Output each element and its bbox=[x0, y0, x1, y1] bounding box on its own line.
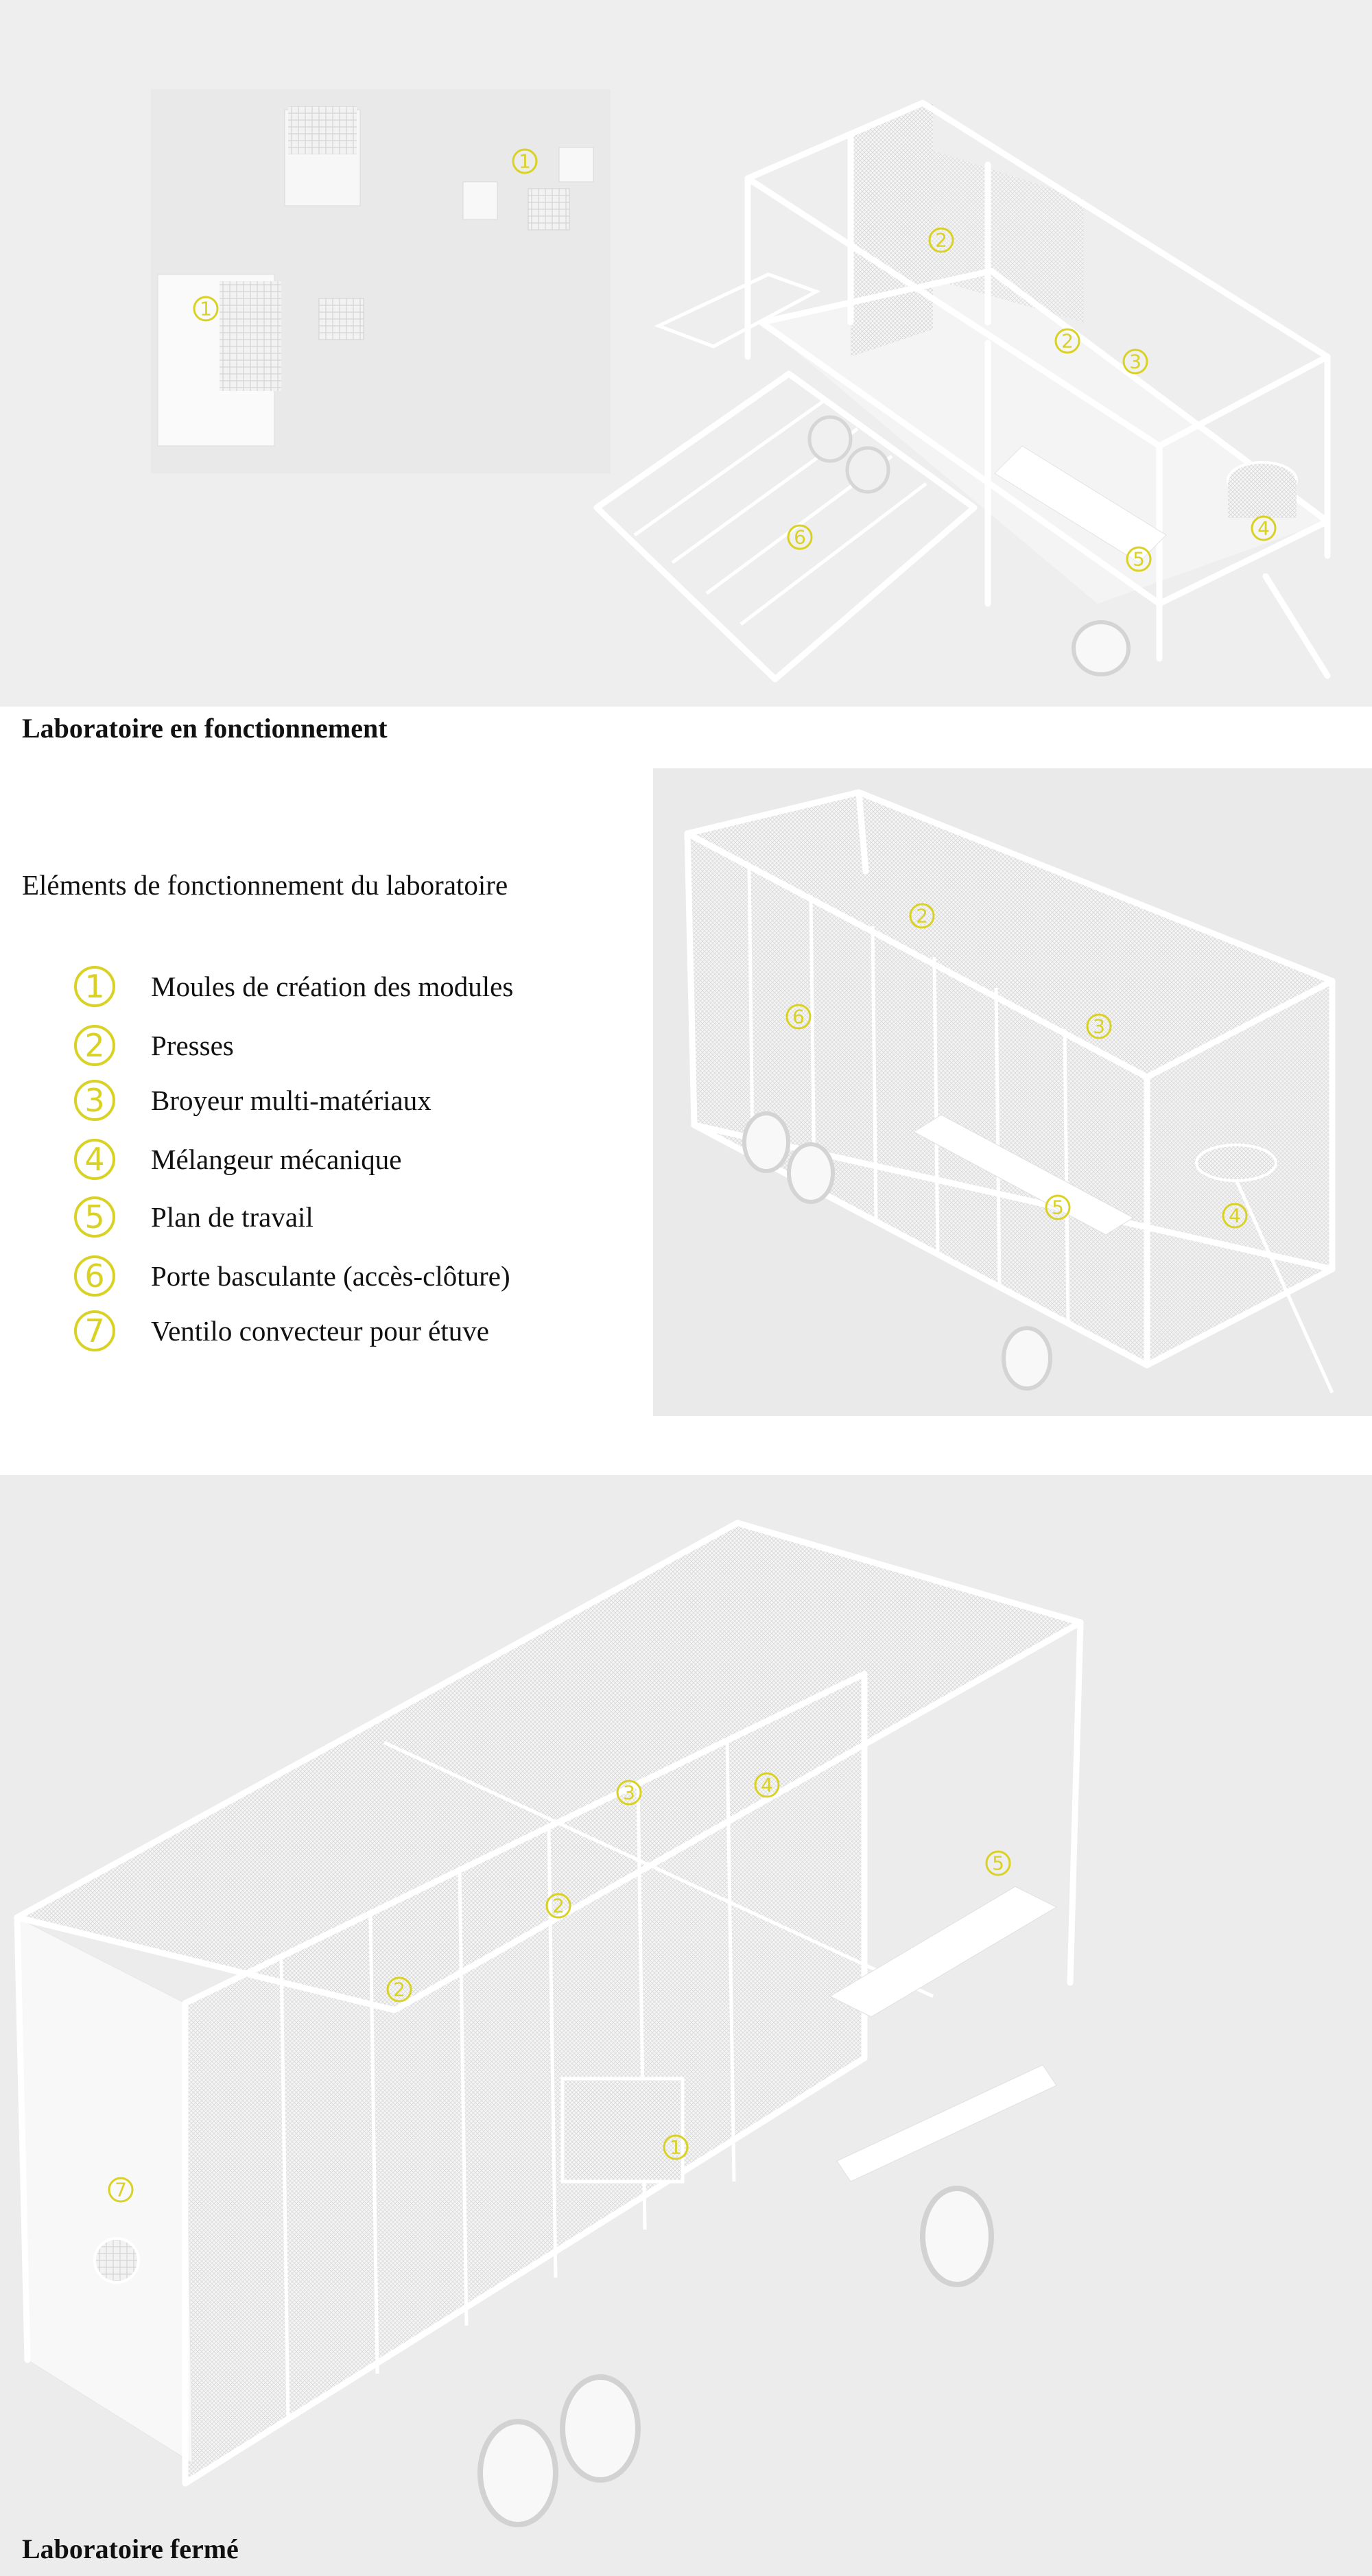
legend-item bbox=[74, 1076, 431, 1125]
trailer-closed bbox=[17, 1523, 1080, 2525]
marker-4 bbox=[1223, 1204, 1246, 1227]
marker-3 bbox=[1087, 1015, 1111, 1038]
marker-1 bbox=[513, 150, 536, 173]
legend-number: 1 bbox=[74, 966, 115, 1007]
marker-5 bbox=[1046, 1196, 1069, 1219]
legend-number: 4 bbox=[74, 1139, 115, 1180]
marker-6 bbox=[787, 1005, 810, 1028]
marker-5 bbox=[1127, 547, 1150, 571]
svg-text:5: 5 bbox=[992, 1852, 1004, 1875]
marker-1 bbox=[194, 297, 217, 320]
svg-text:1: 1 bbox=[670, 2136, 682, 2159]
legend-item bbox=[74, 1306, 489, 1356]
legend-label: Broyeur multi-matériaux bbox=[151, 1085, 431, 1116]
legend-item bbox=[74, 1135, 401, 1184]
marker-3 bbox=[1124, 350, 1147, 373]
legend-number: 5 bbox=[74, 1196, 115, 1238]
svg-text:3: 3 bbox=[1093, 1015, 1105, 1038]
render-lab-closed bbox=[0, 1475, 1372, 2576]
legend-item bbox=[74, 1021, 234, 1070]
legend-item bbox=[74, 962, 513, 1011]
legend-number: 7 bbox=[74, 1310, 115, 1351]
caption-lab-closed: Laboratoire fermé bbox=[22, 2533, 239, 2564]
svg-text:4: 4 bbox=[761, 1773, 773, 1797]
marker-2 bbox=[388, 1978, 411, 2001]
legend-number: 2 bbox=[74, 1025, 115, 1066]
legend-label: Plan de travail bbox=[151, 1201, 314, 1233]
marker-4 bbox=[755, 1773, 779, 1797]
legend-label: Porte basculante (accès-clôture) bbox=[151, 1260, 510, 1292]
legend-number: 6 bbox=[74, 1255, 115, 1297]
trailer-open bbox=[597, 103, 1327, 679]
legend-label: Mélangeur mécanique bbox=[151, 1144, 402, 1175]
legend-number: 3 bbox=[74, 1080, 115, 1121]
marker-2 bbox=[910, 904, 934, 927]
marker-3 bbox=[617, 1781, 641, 1804]
marker-2 bbox=[547, 1894, 570, 1917]
marker-2 bbox=[1056, 329, 1079, 353]
svg-text:5: 5 bbox=[1133, 547, 1145, 571]
svg-text:6: 6 bbox=[792, 1005, 805, 1028]
svg-text:5: 5 bbox=[1052, 1196, 1064, 1219]
svg-text:1: 1 bbox=[200, 297, 212, 320]
svg-text:7: 7 bbox=[115, 2178, 127, 2201]
caption-lab-open: Laboratoire en fonctionnement bbox=[22, 713, 388, 744]
svg-text:2: 2 bbox=[1061, 329, 1074, 353]
svg-text:1: 1 bbox=[519, 150, 531, 173]
legend-label: Ventilo convecteur pour étuve bbox=[151, 1315, 489, 1347]
marker-6 bbox=[788, 525, 812, 549]
marker-5 bbox=[986, 1852, 1010, 1875]
marker-2 bbox=[930, 228, 953, 252]
legend-item bbox=[74, 1192, 314, 1242]
marker-4 bbox=[1252, 517, 1275, 540]
trailer-side bbox=[687, 792, 1332, 1393]
svg-text:3: 3 bbox=[1129, 350, 1142, 373]
svg-text:6: 6 bbox=[794, 525, 806, 549]
render-lab-side bbox=[653, 768, 1372, 1416]
svg-text:2: 2 bbox=[916, 904, 928, 927]
legend-label: Presses bbox=[151, 1030, 234, 1061]
svg-text:4: 4 bbox=[1257, 517, 1270, 540]
svg-text:4: 4 bbox=[1229, 1204, 1241, 1227]
marker-7 bbox=[109, 2178, 132, 2201]
render-lab-open bbox=[0, 0, 1372, 707]
svg-text:2: 2 bbox=[393, 1978, 405, 2001]
svg-text:3: 3 bbox=[623, 1781, 635, 1804]
svg-text:2: 2 bbox=[935, 228, 947, 252]
legend-title: Eléments de fonctionnement du laboratoire bbox=[22, 869, 508, 901]
legend-item bbox=[74, 1251, 510, 1301]
svg-text:2: 2 bbox=[552, 1894, 565, 1917]
marker-1 bbox=[664, 2136, 687, 2159]
legend-label: Moules de création des modules bbox=[151, 971, 514, 1002]
